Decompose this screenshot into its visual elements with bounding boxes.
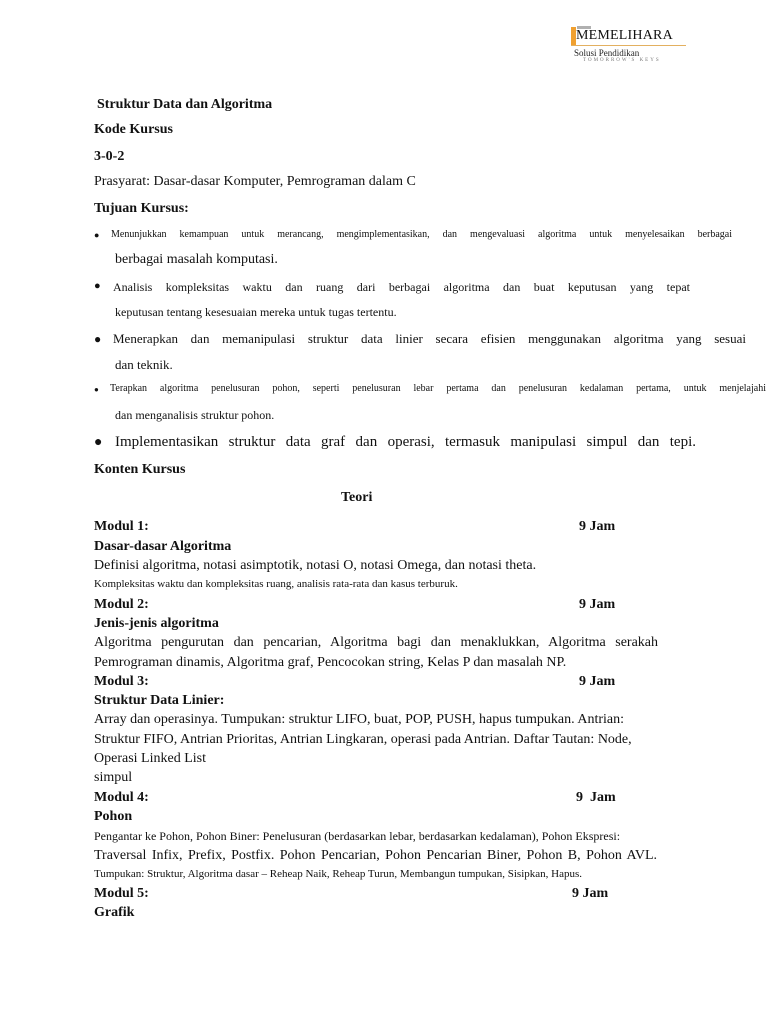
module-line: Algoritma pengurutan dan pencarian, Algoritma bagi dan menaklukkan, Algoritma serakah	[94, 635, 658, 650]
module-line: simpul	[94, 770, 133, 785]
module-line: Struktur FIFO, Antrian Prioritas, Antrian Lingkaran, operasi pada Antrian. Daftar Tautan: Node,	[94, 732, 632, 747]
objective-continuation: dan menganalisis struktur pohon.	[115, 408, 275, 422]
objective-continuation: berbagai masalah komputasi.	[115, 252, 278, 267]
module-line: Pengantar ke Pohon, Pohon Biner: Penelusuran (berdasarkan lebar, berdasarkan kedalaman), Pohon Ekspresi:	[94, 829, 621, 843]
module-hours: 9 Jam	[579, 597, 616, 612]
logo-wordmark: MEMELIHARA	[576, 28, 673, 43]
objective-item	[94, 227, 768, 277]
objective-item	[94, 279, 768, 325]
bullet-icon: ●	[94, 280, 101, 292]
objective-continuation: keputusan tentang kesesuaian mereka untuk tugas tertentu.	[115, 305, 397, 319]
module-label: Modul 4:	[94, 790, 149, 805]
module-hours: 9 Jam	[579, 519, 616, 534]
module-hours: 9 Jam	[572, 886, 609, 901]
objective-line: Menerapkan dan memanipulasi struktur data linier secara efisien menggunakan algoritma yang sesuai	[113, 331, 746, 346]
module-title: Grafik	[94, 905, 135, 920]
course-content-heading: Konten Kursus	[94, 462, 186, 477]
bullet-icon: ●	[94, 385, 99, 394]
objective-continuation: dan teknik.	[115, 357, 173, 372]
module-label: Modul 1:	[94, 519, 149, 534]
module-title: Struktur Data Linier:	[94, 693, 225, 708]
objective-item	[94, 330, 768, 376]
prerequisites: Prasyarat: Dasar-dasar Komputer, Pemrograman dalam C	[94, 174, 416, 189]
bullet-icon: ●	[94, 435, 103, 450]
objective-item	[94, 434, 768, 458]
course-code-value: 3-0-2	[94, 149, 125, 164]
module-line: Traversal Infix, Prefix, Postfix. Pohon Pencarian, Pohon Pencarian Biner, Pohon B, Pohon AVL.	[94, 848, 657, 863]
theory-heading: Teori	[341, 490, 373, 505]
module-line: Tumpukan: Struktur, Algoritma dasar – Reheap Naik, Reheap Turun, Membangun tumpukan, Sisipkan, Hapus.	[94, 868, 583, 880]
module-label: Modul 2:	[94, 597, 149, 612]
module-title: Pohon	[94, 809, 133, 824]
module-line: Pemrograman dinamis, Algoritma graf, Pencocokan string, Kelas P dan masalah NP.	[94, 655, 567, 670]
module-line: Kompleksitas waktu dan kompleksitas ruang, analisis rata-rata dan kasus terburuk.	[94, 578, 458, 590]
objective-item	[94, 382, 768, 428]
module-line: Operasi Linked List	[94, 751, 206, 766]
module-label: Modul 3:	[94, 674, 149, 689]
company-logo	[571, 26, 689, 66]
objective-line: Terapkan algoritma penelusuran pohon, seperti penelusuran lebar pertama dan penelusuran kedalaman pertama, untuk menjelajahi	[110, 383, 766, 394]
module-label: Modul 5:	[94, 886, 149, 901]
logo-tagline: TOMORROW'S KEYS	[583, 58, 661, 63]
objective-line: Menunjukkan kemampuan untuk merancang, mengimplementasikan, dan mengevaluasi algoritma untuk menyelesaikan berbagai	[111, 229, 732, 240]
module-hours: 9 Jam	[579, 674, 616, 689]
bullet-icon: ●	[94, 332, 102, 346]
bullet-icon: ●	[94, 230, 100, 240]
document-title: Struktur Data dan Algoritma	[97, 97, 273, 112]
course-code-label: Kode Kursus	[94, 122, 173, 137]
module-line: Array dan operasinya. Tumpukan: struktur LIFO, buat, POP, PUSH, hapus tumpukan. Antrian:	[94, 712, 625, 727]
module-line: Definisi algoritma, notasi asimptotik, notasi O, notasi Omega, dan notasi theta.	[94, 558, 537, 573]
objective-line: Implementasikan struktur data graf dan operasi, termasuk manipulasi simpul dan tepi.	[115, 434, 696, 450]
objective-line: Analisis kompleksitas waktu dan ruang dari berbagai algoritma dan buat keputusan yang tepat	[113, 280, 690, 294]
logo-divider	[571, 45, 686, 46]
objectives-heading: Tujuan Kursus:	[94, 201, 189, 216]
logo-subtitle: Solusi Pendidikan	[574, 48, 640, 58]
module-title: Jenis-jenis algoritma	[94, 616, 219, 631]
module-title: Dasar-dasar Algoritma	[94, 539, 232, 554]
module-hours: 9 Jam	[576, 790, 616, 805]
